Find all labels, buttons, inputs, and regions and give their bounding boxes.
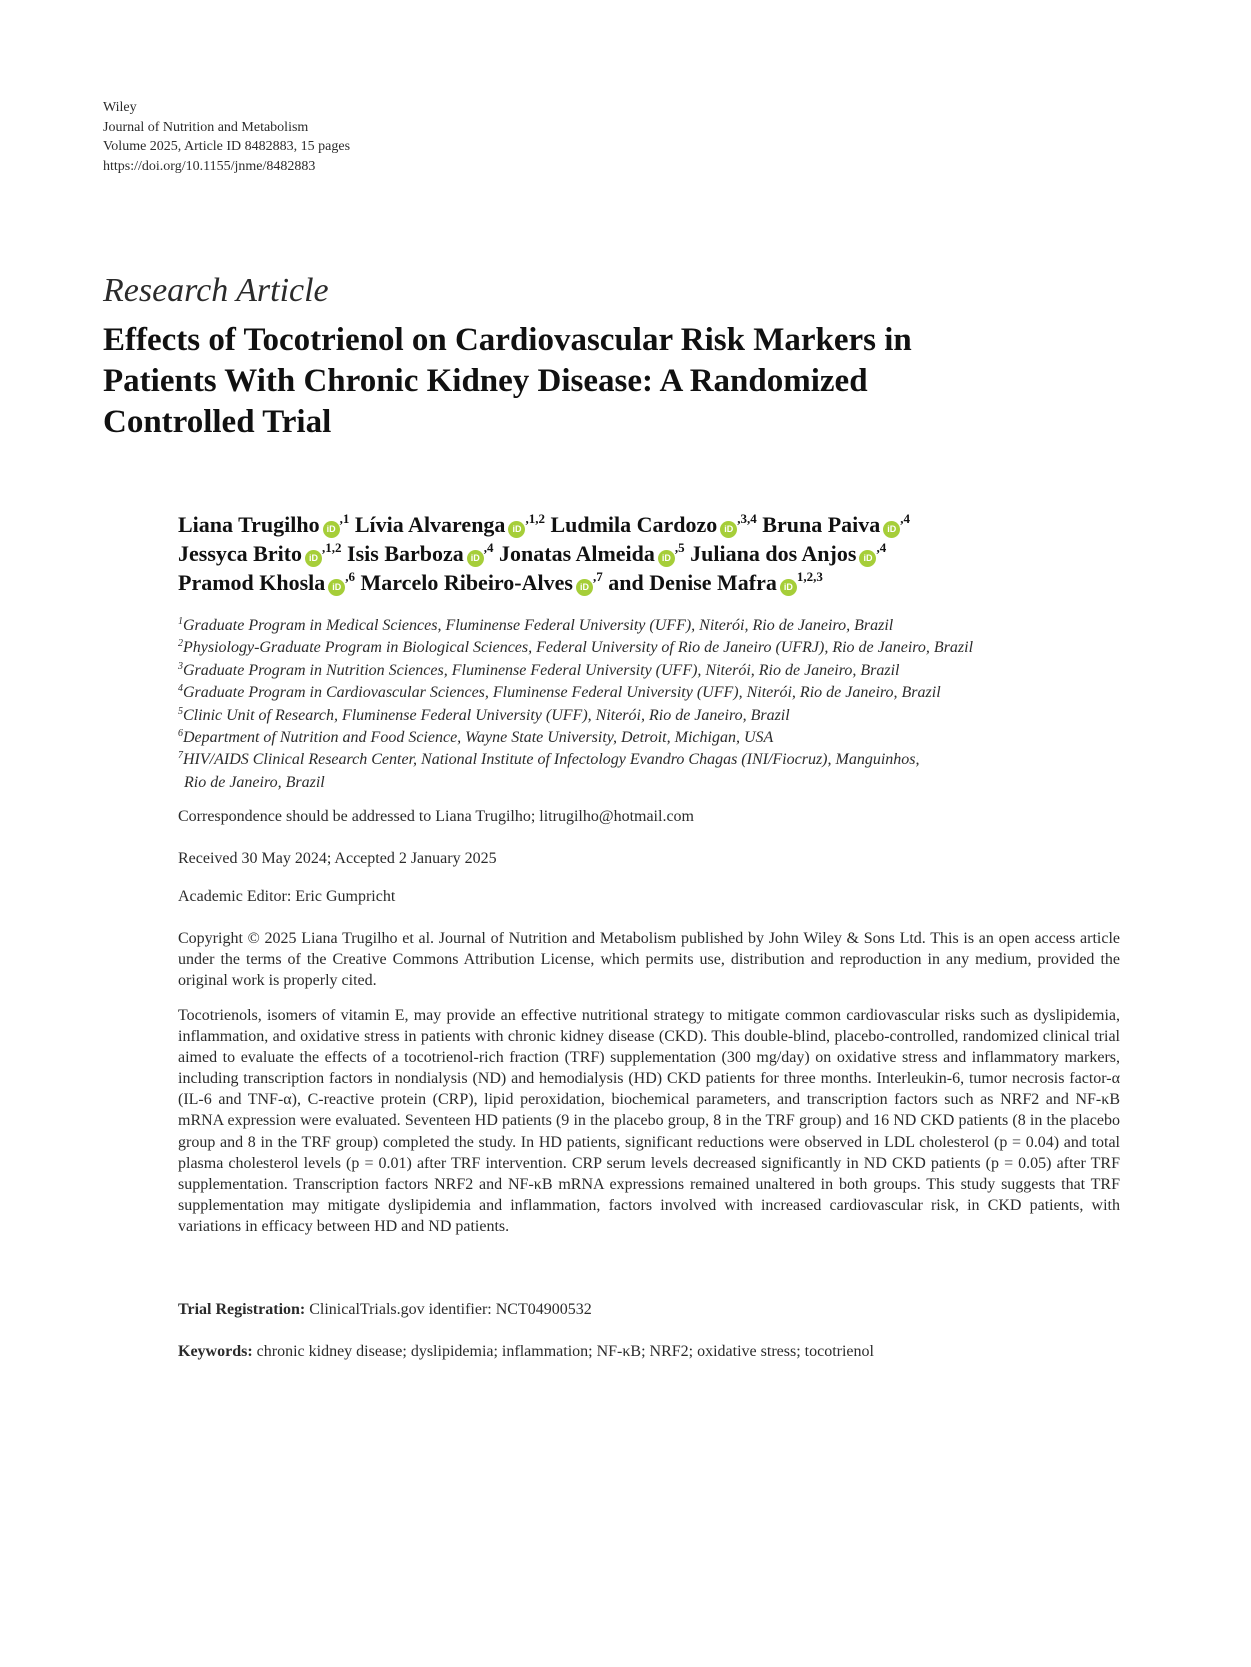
title-line: Effects of Tocotrienol on Cardiovascular Risk Markers in — [103, 322, 912, 358]
orcid-icon[interactable]: iD — [328, 579, 345, 596]
publisher: Wiley — [103, 100, 137, 115]
author: Marcelo Ribeiro-Alves $iD^{,7}$ and — [360, 569, 650, 595]
author-name[interactable]: Juliana dos Anjos — [690, 541, 857, 566]
affiliation-number: 3 — [178, 660, 183, 672]
academic-editor: Academic Editor: Eric Gumpricht — [178, 888, 396, 905]
author — [178, 541, 347, 566]
journal-name: Journal of Nutrition and Metabolism — [103, 119, 309, 135]
abstract: Tocotrienols, isomers of vitamin E, may provide an effective nutritional strategy to mitigate common cardiovascular risks such as dyslipidemia, inflammation, and oxidative stress in patients with chronic kidney disease (CKD). This double-blind, placebo-controlled, randomized clinical trial aimed to evaluate the effects of a tocotrienol-rich fraction (TRF) supplementation (300 mg/day) on oxidative stress and inflammatory markers, including transcription factors in nondialysis (ND) and hemodialysis (HD) CKD patients for three months. Interleukin-6, tumor necrosis factor-α (IL-6 and TNF-α), C-reactive protein (CRP), lipid peroxidation, biochemical parameters, and transcription factors such as NRF2 and NF-κB mRNA expression were evaluated. Seventeen HD patients (9 in the placebo group, 8 in the TRF group) and 16 ND CKD patients (8 in the placebo group and 8 in the TRF group) completed the study. In HD patients, significant reductions were observed in LDL cholesterol (p = 0.04) and total plasma cholesterol levels (p = 0.01) after TRF intervention. CRP serum levels decreased significantly in ND CKD patients (p = 0.05) after TRF supplementation. Transcription factors NRF2 and NF-κB mRNA expressions remained unaltered in both groups. This study suggests that TRF supplementation may mitigate dyslipidemia and inflammation, factors involved with increased cardiovascular risk, in CKD patients, with variations in efficacy between HD and ND patients. — [178, 1007, 1120, 1235]
keywords-text: chronic kidney disease; dyslipidemia; inflammation; NF-κB; NRF2; oxidative stress; tocotrienol — [256, 1343, 874, 1360]
affiliation-item — [178, 637, 1108, 659]
trial-registration — [178, 1299, 592, 1320]
correspondence: Correspondence should be addressed to Liana Trugilho; litrugilho@hotmail.com — [178, 808, 694, 825]
affiliation-text: HIV/AIDS Clinical Research Center, National Institute of Infectology Evandro Chagas (INI/Fiocruz), Manguinhos, — [183, 751, 920, 769]
author-name[interactable]: Pramod Khosla — [178, 570, 326, 595]
keywords — [178, 1341, 874, 1362]
author-affiliation-sup: ,4 — [900, 511, 911, 526]
orcid-icon[interactable]: iD — [576, 579, 593, 596]
author-name[interactable]: Bruna Paiva — [762, 512, 881, 537]
affiliation-number: 1 — [178, 616, 183, 627]
author-affiliation-sup: ,4 — [483, 540, 494, 555]
author-affiliation-sup: ,6 — [345, 569, 356, 584]
affiliation-number: 4 — [178, 683, 183, 695]
author-list — [178, 510, 1098, 597]
volume-info: Volume 2025, Article ID 8482883, 15 pages — [103, 139, 351, 154]
affiliation-item — [178, 682, 1108, 704]
affiliation-text: Graduate Program in Nutrition Sciences, Fluminense Federal University (UFF), Niterói, Rio de Janeiro, Brazil — [183, 661, 900, 679]
author — [178, 512, 355, 537]
author-affiliation-sup: ,4 — [876, 540, 887, 555]
affiliation-item — [178, 660, 1108, 682]
author-affiliation-sup: 1,2,3 — [796, 569, 823, 584]
author-line — [178, 568, 1098, 597]
affiliation-number: 5 — [178, 705, 183, 717]
author — [649, 570, 823, 595]
author-affiliation-sup: ,5 — [674, 540, 685, 555]
author-affiliation-sup: ,3,4 — [737, 511, 757, 526]
author — [690, 541, 886, 566]
orcid-icon[interactable]: iD — [508, 521, 525, 538]
orcid-icon[interactable]: iD — [883, 521, 900, 538]
affiliation-text: Graduate Program in Medical Sciences, Fluminense Federal University (UFF), Niterói, Rio de Janeiro, Brazil — [183, 617, 894, 634]
affiliation-number: 2 — [178, 638, 183, 650]
orcid-icon[interactable]: iD — [720, 521, 737, 538]
orcid-icon[interactable]: iD — [780, 579, 797, 596]
orcid-icon[interactable]: iD — [658, 550, 675, 567]
author-line — [178, 539, 1098, 568]
author — [499, 541, 690, 566]
author-affiliation-sup: ,1,2 — [322, 540, 342, 555]
author — [347, 541, 499, 566]
affiliation-number: 7 — [178, 750, 183, 762]
author-name[interactable]: Lívia Alvarenga — [354, 512, 506, 537]
trial-registration-text: ClinicalTrials.gov identifier: NCT04900532 — [309, 1301, 592, 1318]
trial-registration-label: Trial Registration: — [178, 1301, 306, 1318]
affiliation-item — [178, 749, 1108, 771]
doi-link[interactable]: https://doi.org/10.1155/jnme/8482883 — [103, 158, 316, 174]
article-title — [103, 320, 1103, 443]
author-affiliation-sup: ,7 — [592, 569, 603, 584]
author-line — [178, 510, 1098, 539]
received-accepted-dates: Received 30 May 2024; Accepted 2 January 2025 — [178, 850, 497, 867]
orcid-icon[interactable]: iD — [859, 550, 876, 567]
affiliation-text: Department of Nutrition and Food Science, Wayne State University, Detroit, Michigan, USA — [183, 729, 774, 747]
author-name[interactable]: Jonatas Almeida — [499, 541, 655, 566]
author — [762, 512, 910, 537]
author-name[interactable]: Ludmila Cardozo — [550, 512, 718, 537]
affiliation-list — [178, 615, 1108, 794]
title-line: Patients With Chronic Kidney Disease: A Randomized — [103, 363, 868, 399]
orcid-icon[interactable]: iD — [323, 521, 340, 538]
author-name[interactable]: Marcelo Ribeiro-Alves — [360, 570, 573, 595]
copyright-notice: Copyright © 2025 Liana Trugilho et al. Journal of Nutrition and Metabolism published by John Wiley & Sons Ltd. This is an open access article under the terms of the Creative Commons Attribution License, which permits use, distribution and reproduction in any medium, provided the original work is properly cited. — [178, 930, 1120, 989]
author — [550, 512, 762, 537]
author-affiliation-sup: ,1,2 — [525, 511, 545, 526]
affiliation-text: Graduate Program in Cardiovascular Sciences, Fluminense Federal University (UFF), Niterói, Rio de Janeiro, Brazil — [183, 684, 941, 702]
article-type: Research Article — [103, 272, 329, 309]
journal-header — [103, 98, 350, 176]
author-name[interactable]: Denise Mafra — [649, 570, 777, 595]
author-name[interactable]: Isis Barboza — [347, 541, 464, 566]
affiliation-item — [178, 705, 1108, 727]
affiliation-text: Clinic Unit of Research, Fluminense Federal University (UFF), Niterói, Rio de Janeiro, Brazil — [183, 706, 790, 724]
affiliation-item — [178, 727, 1108, 749]
affiliation-number: 6 — [178, 728, 183, 740]
author-affiliation-sup: ,1 — [339, 511, 350, 526]
affiliation-item — [178, 615, 1108, 637]
author-name[interactable]: Jessyca Brito — [178, 541, 303, 566]
orcid-icon[interactable]: iD — [305, 550, 322, 567]
orcid-icon[interactable]: iD — [467, 550, 484, 567]
author — [178, 570, 361, 595]
author-name[interactable]: Liana Trugilho — [178, 512, 320, 537]
author — [355, 512, 551, 537]
keywords-label: Keywords: — [178, 1343, 253, 1360]
title-line: Controlled Trial — [103, 404, 332, 440]
affiliation-continuation: Rio de Janeiro, Brazil — [184, 773, 325, 791]
affiliation-text: Physiology-Graduate Program in Biological Sciences, Federal University of Rio de Janeiro (UFRJ), Rio de Janeiro, Brazil — [183, 639, 974, 657]
